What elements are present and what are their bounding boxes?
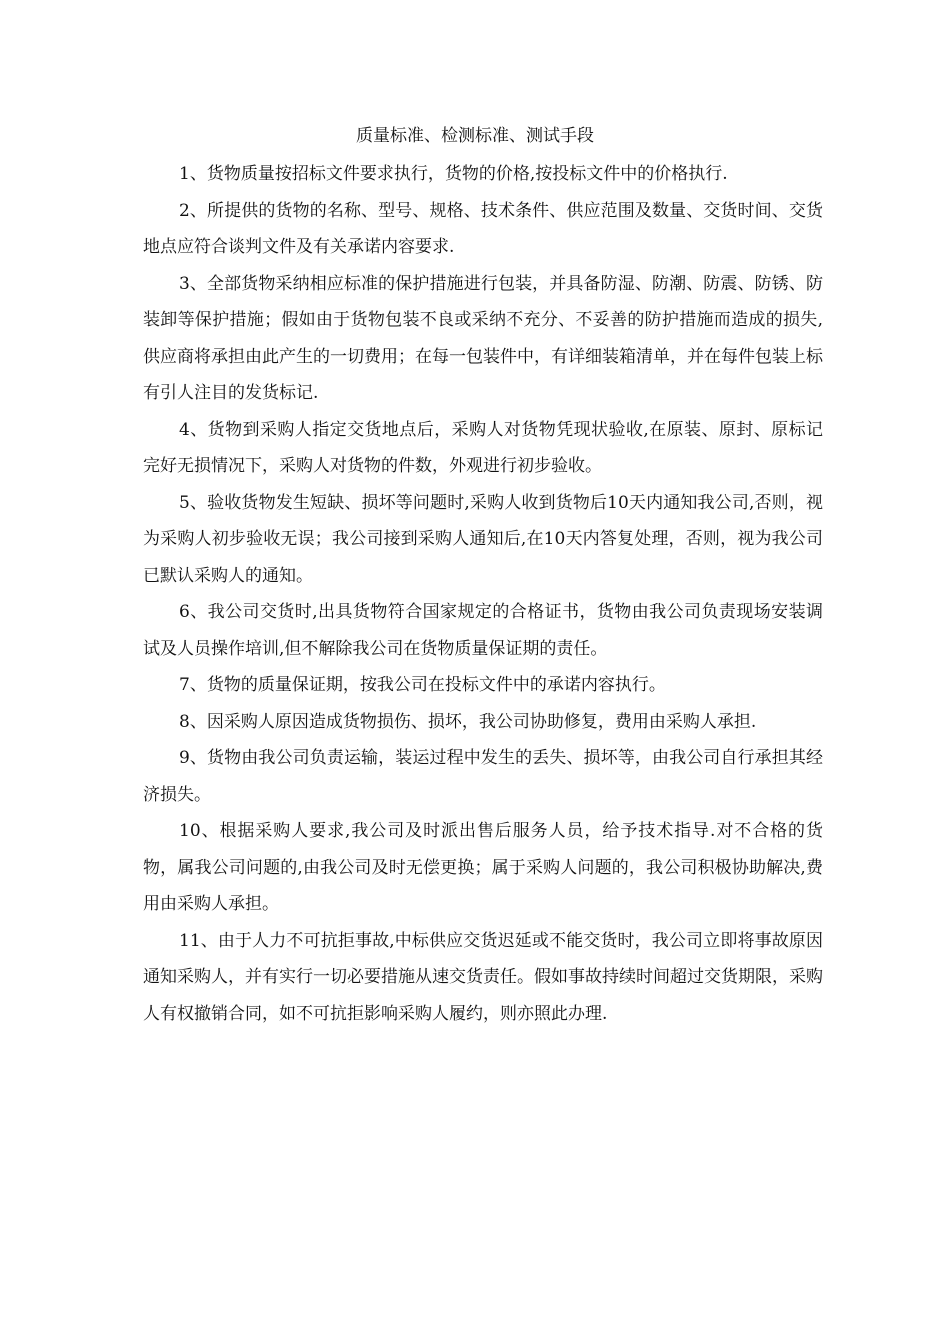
paragraph-11: 11、由于人力不可抗拒事故,中标供应交货迟延或不能交货时，我公司立即将事故原因通知采购人，并有实行一切必要措施从速交货责任。假如事故持续时间超过交货期限，采购人有权撤销合同，如不可抗拒影响采购人履约，则亦照此办理. xyxy=(143,930,823,1024)
paragraph-2: 2、所提供的货物的名称、型号、规格、技术条件、供应范围及数量、交货时间、交货地点应符合谈判文件及有关承诺内容要求. xyxy=(143,200,823,257)
paragraph-8: 8、因采购人原因造成货物损伤、损坏，我公司协助修复，费用由采购人承担. xyxy=(179,711,757,732)
paragraph-6: 6、我公司交货时,出具货物符合国家规定的合格证书，货物由我公司负责现场安装调试及人员操作培训,但不解除我公司在货物质量保证期的责任。 xyxy=(143,602,823,659)
paragraph-7: 7、货物的质量保证期，按我公司在投标文件中的承诺内容执行。 xyxy=(179,675,666,695)
document-title: 质量标准、检测标准、测试手段 xyxy=(356,126,594,146)
document-body xyxy=(143,156,823,1032)
paragraph-4: 4、货物到采购人指定交货地点后，采购人对货物凭现状验收,在原装、原封、原标记完好无损情况下，采购人对货物的件数，外观进行初步验收。 xyxy=(143,419,823,476)
paragraph-10: 10、根据采购人要求,我公司及时派出售后服务人员，给予技术指导.对不合格的货物，属我公司问题的,由我公司及时无偿更换；属于采购人问题的，我公司积极协助解决,费用由采购人承担。 xyxy=(143,821,823,914)
paragraph-1: 1、货物质量按招标文件要求执行，货物的价格,按投标文件中的价格执行. xyxy=(179,164,728,184)
paragraph-5: 5、验收货物发生短缺、损坏等问题时,采购人收到货物后10天内通知我公司,否则，视为采购人初步验收无误；我公司接到采购人通知后,在10天内答复处理，否则，视为我公司已默认采购人的通知。 xyxy=(143,492,823,586)
paragraph-3: 3、全部货物采纳相应标准的保护措施进行包装，并具备防湿、防潮、防震、防锈、防装卸等保护措施；假如由于货物包装不良或采纳不充分、不妥善的防护措施而造成的损失,供应商将承担由此产生的一切费用；在每一包装件中，有详细装箱清单，并在每件包装上标有引人注目的发货标记. xyxy=(143,273,823,403)
paragraph-9: 9、货物由我公司负责运输，装运过程中发生的丢失、损坏等，由我公司自行承担其经济损失。 xyxy=(143,748,823,805)
